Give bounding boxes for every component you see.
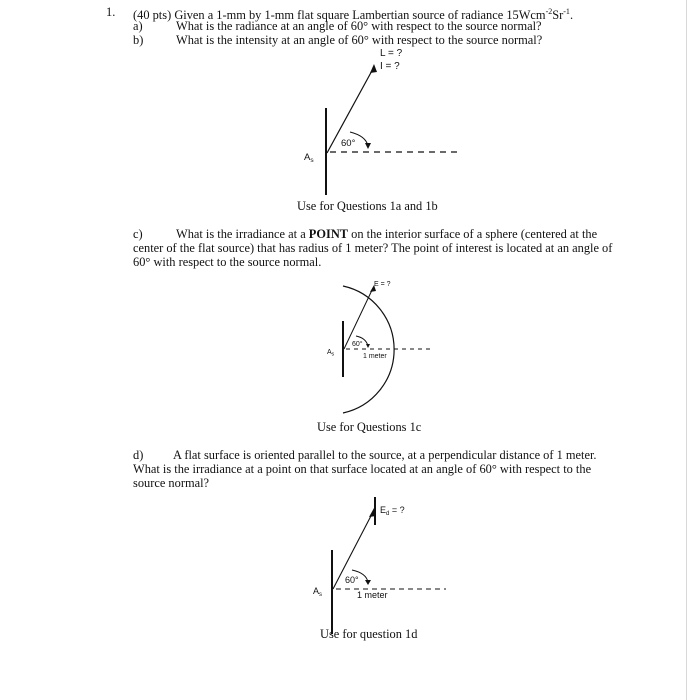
- area-label-sub: s: [310, 157, 314, 164]
- part-c-label: c): [133, 227, 143, 241]
- Ed-label-main: E: [380, 505, 387, 515]
- unit-superscript-1: -2: [545, 7, 553, 16]
- Ed-label-sub: d: [386, 511, 390, 517]
- distance-label: 1 meter: [357, 590, 388, 600]
- part-c-line2: center of the flat source) that has radius of 1 meter? The point of interest is located at an angle of: [133, 241, 613, 255]
- distance-label: 1 meter: [363, 353, 387, 360]
- part-a-text: What is the radiance at an angle of 60° with respect to the source normal?: [176, 19, 542, 33]
- angle-label: 60°: [352, 341, 363, 348]
- figure-1-caption: Use for Questions 1a and 1b: [297, 199, 438, 213]
- figure-3-caption: Use for question 1d: [320, 627, 418, 641]
- area-label-main: A: [327, 349, 332, 356]
- angle-arc-arrow: [365, 580, 371, 585]
- part-c-line3: 60° with respect to the source normal.: [133, 255, 322, 269]
- figure-2-caption: Use for Questions 1c: [317, 420, 422, 434]
- part-d-line1: A flat surface is oriented parallel to the source, at a perpendicular distance of 1 meter.: [173, 448, 597, 462]
- question-intro-text: Given a 1-mm by 1-mm flat square Lambertian source of radiance 15Wcm: [174, 8, 546, 23]
- part-a-label: a): [133, 19, 143, 33]
- unit-superscript-2: -1: [563, 7, 570, 16]
- part-d-line3: source normal?: [133, 476, 210, 490]
- question-points: (40 pts): [133, 8, 172, 23]
- area-label-sub: s: [331, 351, 335, 358]
- question-number: 1.: [106, 5, 116, 19]
- Ed-label: [380, 505, 405, 517]
- area-label-main: A: [313, 586, 320, 596]
- I-label: I = ?: [380, 61, 400, 72]
- intro-period: .: [569, 8, 574, 23]
- area-label-sub: s: [319, 592, 323, 598]
- part-d-line2: What is the irradiance at a point on that surface located at an angle of 60° with respect to the: [133, 462, 592, 476]
- L-label: L = ?: [380, 48, 403, 59]
- Ed-label-value: = ?: [389, 505, 405, 515]
- part-b-text: What is the intensity at an angle of 60° with respect to the source normal?: [176, 33, 543, 47]
- area-label-main: A: [304, 152, 311, 163]
- part-c-line1-pre: What is the irradiance at a: [176, 227, 309, 241]
- angle-label: 60°: [345, 575, 359, 585]
- part-d-label: d): [133, 448, 144, 462]
- E-label: E = ?: [374, 281, 391, 288]
- part-c-line1-bold: POINT: [308, 227, 349, 241]
- part-b-label: b): [133, 33, 144, 47]
- area-label: [313, 586, 322, 598]
- part-c-line1-post: on the interior surface of a sphere (centered at the: [348, 227, 598, 241]
- unit-sr: Sr: [552, 8, 564, 23]
- angle-label: 60°: [341, 138, 356, 149]
